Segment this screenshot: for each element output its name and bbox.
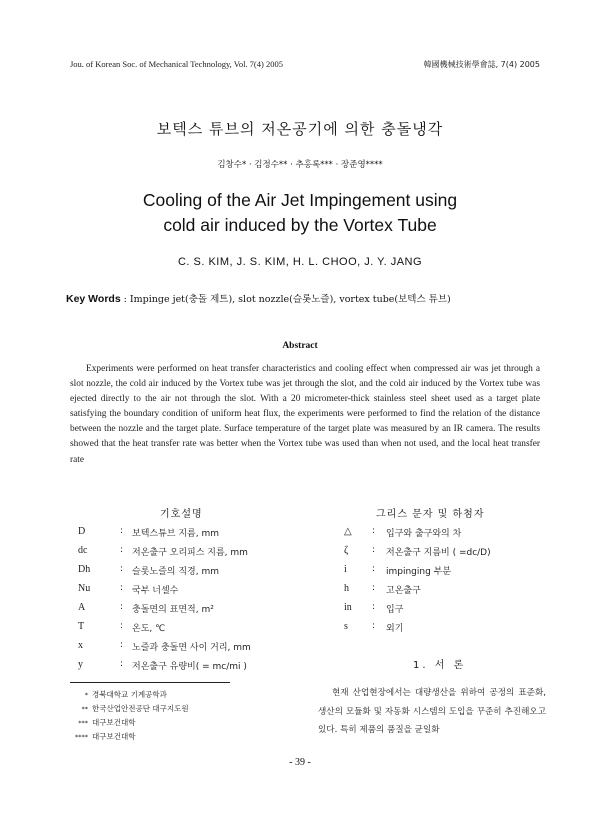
english-title-line-2: cold air induced by the Vortex Tube [163,215,437,235]
nomenclature-desc: 온도, ℃ [132,624,166,634]
introduction-text: 현재 산업현장에서는 대량생산을 위하여 공정의 표준화, 생산의 모듈화 및 자동화 시스템의 도입을 꾸준히 추진해오고 있다. 특히 제품의 품질을 균일화 [318,688,546,735]
footnote-item [70,688,189,702]
journal-header-right: 韓國機械技術學會誌, 7(4) 2005 [423,60,540,69]
greek-desc: impinging 부분 [386,567,452,577]
greek-desc: 저온출구 지름비 ( =dc/D) [386,548,491,558]
abstract-body [70,362,540,468]
greek-desc: 고온출구 [386,586,421,596]
footnotes [70,688,189,744]
keywords [66,291,451,305]
keywords-label: Key Words [66,293,121,305]
abstract-text: Experiments were performed on heat transfer characteristics and cooling effect when compressed air was jet through a slot nozzle, the cold air induced by the Vortex tube was jet through the slot, and the cold air induced by the Vortex tube was ejected directly to the air not through the slot. With a 20 micrometer-thick stainless steel sheet used as a target plate satisfying the boundary condition of uniform heat flux, the experiments were performed to find the relation of the distance between the nozzle and the target plate. Surface temperature of the target plate was measured by an IR camera. The results showed that the heat transfer rate was better when the Vortex tube was used than when not used, and the local heat transfer rate [70,364,540,465]
english-title [0,188,600,238]
korean-title: 보텍스 튜브의 저온공기에 의한 충돌냉각 [156,120,444,138]
greek-symbol: i [344,564,347,575]
greek-symbol: ζ [344,545,349,556]
footnote-text: 한국산업안전공단 대구지도원 [92,704,189,713]
footnote-item [70,716,189,730]
footnote-mark: ** [81,705,88,713]
nomenclature-symbol: x [78,640,83,651]
greek-symbol: in [344,602,352,613]
nomenclature-desc: 충돌면의 표면적, m² [132,605,214,615]
nomenclature-symbol: Nu [78,583,91,594]
greek-symbol: △ [344,526,352,537]
nomenclature-symbol: D [78,526,86,537]
footnote-text: 대구보건대학 [92,732,136,741]
nomenclature-desc: 저온출구 유량비( = mc/mi ) [132,662,247,672]
greek-desc: 입구 [386,605,404,615]
nomenclature-desc: 노즐과 충돌면 사이 거리, mm [132,643,251,653]
journal-header-left: Jou. of Korean Soc. of Mechanical Technology, Vol. 7(4) 2005 [70,59,283,69]
nomenclature-desc: 저온출구 오리피스 지름, mm [132,548,248,558]
nomenclature-symbol: Dh [78,564,91,575]
footnote-text: 경북대학교 기계공학과 [92,690,167,699]
greek-desc: 입구와 출구와의 차 [386,529,462,539]
nomenclature-desc: 보텍스튜브 지름, mm [132,529,219,539]
footnote-mark: * [84,691,88,699]
nomenclature-heading: 기호설명 [160,509,203,520]
footnote-divider [70,682,230,683]
nomenclature-symbol: y [78,659,83,670]
nomenclature-symbol: T [78,621,85,632]
abstract-heading: Abstract [282,341,318,351]
footnote-item [70,730,189,744]
footnote-mark: **** [75,733,88,741]
greek-desc: 외기 [386,624,404,634]
english-title-line-1: Cooling of the Air Jet Impingement using [142,190,458,210]
nomenclature-symbol: dc [78,545,88,556]
greek-heading: 그리스 문자 및 하첨자 [376,509,485,520]
keywords-text: : Impinge jet(충돌 제트), slot nozzle(슬롯노즐), vortex tube(보텍스 튜브) [120,294,451,305]
footnote-text: 대구보건대학 [92,718,136,727]
nomenclature-desc: 국부 너셀수 [132,586,179,596]
greek-symbol: s [344,621,348,632]
nomenclature-desc: 슬롯노즐의 직경, mm [132,567,219,577]
nomenclature-symbol: A [78,602,86,613]
page-number: - 39 - [289,757,311,768]
introduction-heading: 1. 서 론 [413,660,467,671]
footnote-item [70,702,189,716]
english-authors: C. S. KIM, J. S. KIM, H. L. CHOO, J. Y. JANG [177,256,423,268]
footnote-mark: *** [78,719,88,727]
greek-symbol: h [344,583,349,594]
korean-authors: 김창수* · 김정수** · 추홍록*** · 장준영**** [217,160,383,170]
introduction-body [318,684,546,740]
